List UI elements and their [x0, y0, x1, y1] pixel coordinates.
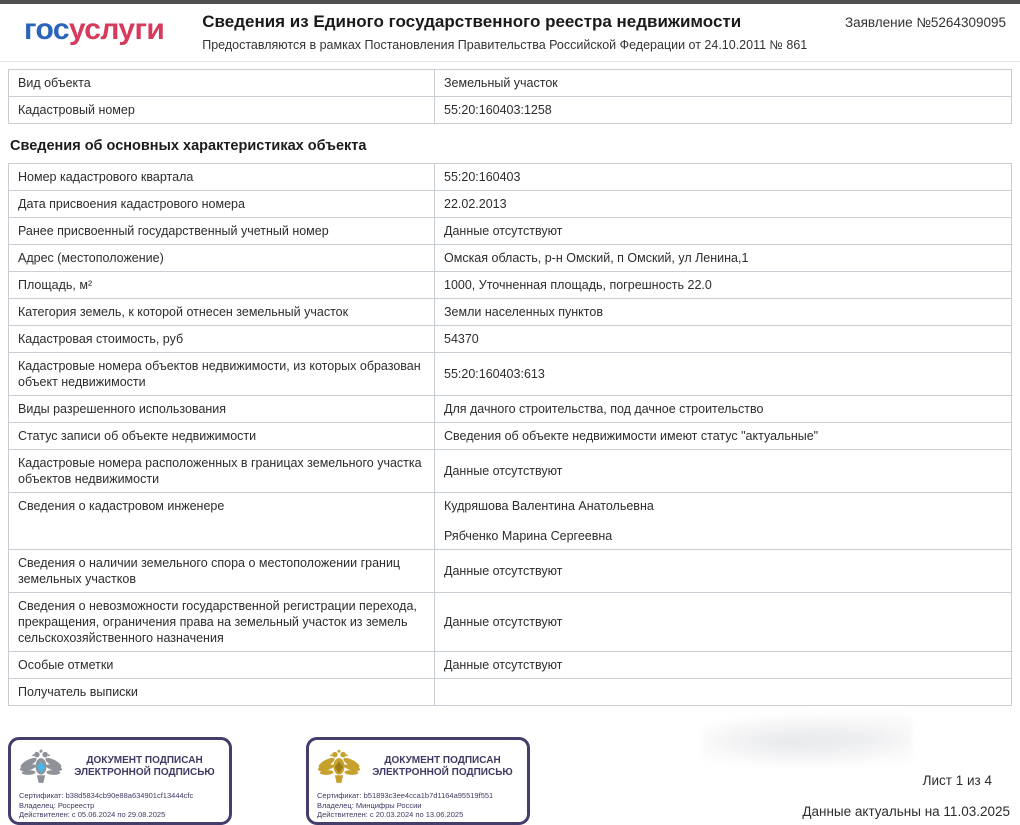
- table-row: [9, 218, 1011, 245]
- row-value: 55:20:160403:1258: [444, 103, 552, 117]
- signature-stamp-rosreestr: [8, 737, 232, 825]
- stamp-header: [317, 747, 519, 787]
- row-value: [435, 679, 1011, 705]
- page-subtitle: Предоставляются в рамках Постановления Правительства Российской Федерации от 24.10.2011 № 861: [202, 38, 808, 52]
- row-label: Кадастровые номера расположенных в границах земельного участка объектов недвижимости: [9, 450, 435, 492]
- stamp-owner: Владелец: Росреестр: [19, 800, 95, 810]
- row-label: Ранее присвоенный государственный учетный номер: [9, 218, 435, 244]
- row-value: Омская область, р-н Омский, п Омский, ул Ленина,1: [444, 251, 749, 265]
- table-row: [9, 550, 1011, 593]
- table-row: [9, 493, 1011, 550]
- row-value: 55:20:160403: [444, 170, 521, 184]
- row-value: Кудряшова Валентина Анатольевна Рябченко Марина Сергеевна: [444, 499, 654, 543]
- gosuslugi-logo-part2: услуги: [68, 13, 165, 46]
- row-value: Данные отсутствуют: [444, 564, 563, 578]
- object-info-table: [8, 69, 1012, 124]
- row-label: Кадастровый номер: [9, 97, 435, 123]
- row-label: Сведения о кадастровом инженере: [9, 493, 435, 549]
- table-row: [9, 423, 1011, 450]
- stamp-header: [19, 747, 221, 787]
- row-value: Сведения об объекте недвижимости имеют статус "актуальные": [444, 429, 819, 443]
- row-value: Данные отсутствуют: [444, 224, 563, 238]
- table-row: [9, 191, 1011, 218]
- row-value: Данные отсутствуют: [444, 615, 563, 629]
- section-title: Сведения об основных характеристиках объекта: [10, 138, 367, 154]
- row-label: Дата присвоения кадастрового номера: [9, 191, 435, 217]
- table-row: [9, 652, 1011, 679]
- footer-right-block: [802, 737, 1012, 819]
- table-row: [9, 272, 1011, 299]
- page-title: Сведения из Единого государственного реестра недвижимости: [202, 12, 742, 31]
- document-footer: [8, 737, 1012, 825]
- row-label: Особые отметки: [9, 652, 435, 678]
- gosuslugi-logo: [24, 14, 164, 46]
- table-row: [9, 450, 1011, 493]
- table-row: [9, 593, 1011, 652]
- stamp-details: [317, 791, 519, 820]
- row-value: 22.02.2013: [444, 197, 507, 211]
- row-label: Категория земель, к которой отнесен земельный участок: [9, 299, 435, 325]
- document-header: [0, 4, 1020, 62]
- row-value: Данные отсутствуют: [444, 658, 563, 672]
- rosreestr-eagle-icon: [19, 747, 63, 787]
- row-value: 1000, Уточненная площадь, погрешность 22.0: [444, 278, 712, 292]
- row-label: Сведения о невозможности государственной регистрации перехода, прекращения, ограничения права на земельный участок из земель сельскохозяйственного назначения: [9, 593, 435, 651]
- stamp-validity: Действителен: с 05.06.2024 по 29.08.2025: [19, 810, 166, 820]
- row-value: Данные отсутствуют: [444, 464, 563, 478]
- row-label: Статус записи об объекте недвижимости: [9, 423, 435, 449]
- table-row: [9, 245, 1011, 272]
- stamp-details: [19, 791, 221, 820]
- stamp-certificate: Сертификат: b38d5834cb90e88a634901cf13444cfc: [19, 791, 194, 800]
- table-row: [9, 353, 1011, 396]
- russia-coat-of-arms-icon: [317, 747, 361, 787]
- row-value: 55:20:160403:613: [444, 367, 545, 381]
- sheet-number: Лист 1 из 4: [922, 773, 992, 788]
- signature-stamp-mincifry: [306, 737, 530, 825]
- stamp-owner: Владелец: Минцифры России: [317, 800, 422, 810]
- row-value: Для дачного строительства, под дачное строительство: [444, 402, 764, 416]
- row-label: Вид объекта: [9, 70, 435, 96]
- row-label: Адрес (местоположение): [9, 245, 435, 271]
- stamp-validity: Действителен: с 20.03.2024 по 13.06.2025: [317, 810, 464, 820]
- row-label: Виды разрешенного использования: [9, 396, 435, 422]
- row-label: Кадастровые номера объектов недвижимости, из которых образован объект недвижимости: [9, 353, 435, 395]
- table-row: [9, 299, 1011, 326]
- row-value: Земли населенных пунктов: [444, 305, 603, 319]
- gosuslugi-logo-part1: гос: [24, 13, 69, 46]
- object-details-table: [8, 163, 1012, 706]
- table-row: [9, 70, 1011, 97]
- row-label: Сведения о наличии земельного спора о местоположении границ земельных участков: [9, 550, 435, 592]
- table-row: [9, 326, 1011, 353]
- row-label: Номер кадастрового квартала: [9, 164, 435, 190]
- data-actual-date: Данные актуальны на 11.03.2025: [802, 804, 1010, 819]
- application-number: Заявление №5264309095: [844, 15, 1006, 30]
- table-row: [9, 97, 1011, 123]
- header-title-block: [164, 12, 845, 53]
- row-label: Площадь, м²: [9, 272, 435, 298]
- table-row: [9, 679, 1011, 705]
- stamp-title: ДОКУМЕНТ ПОДПИСАН ЭЛЕКТРОННОЙ ПОДПИСЬЮ: [74, 755, 215, 778]
- table-row: [9, 396, 1011, 423]
- stamp-certificate: Сертификат: b51893c3ee4cca1b7d1164a95519f551: [317, 791, 494, 800]
- row-value: 54370: [444, 332, 479, 346]
- row-label: Получатель выписки: [9, 679, 435, 705]
- row-label: Кадастровая стоимость, руб: [9, 326, 435, 352]
- row-value: Земельный участок: [444, 76, 558, 90]
- stamp-title: ДОКУМЕНТ ПОДПИСАН ЭЛЕКТРОННОЙ ПОДПИСЬЮ: [372, 755, 513, 778]
- table-row: [9, 164, 1011, 191]
